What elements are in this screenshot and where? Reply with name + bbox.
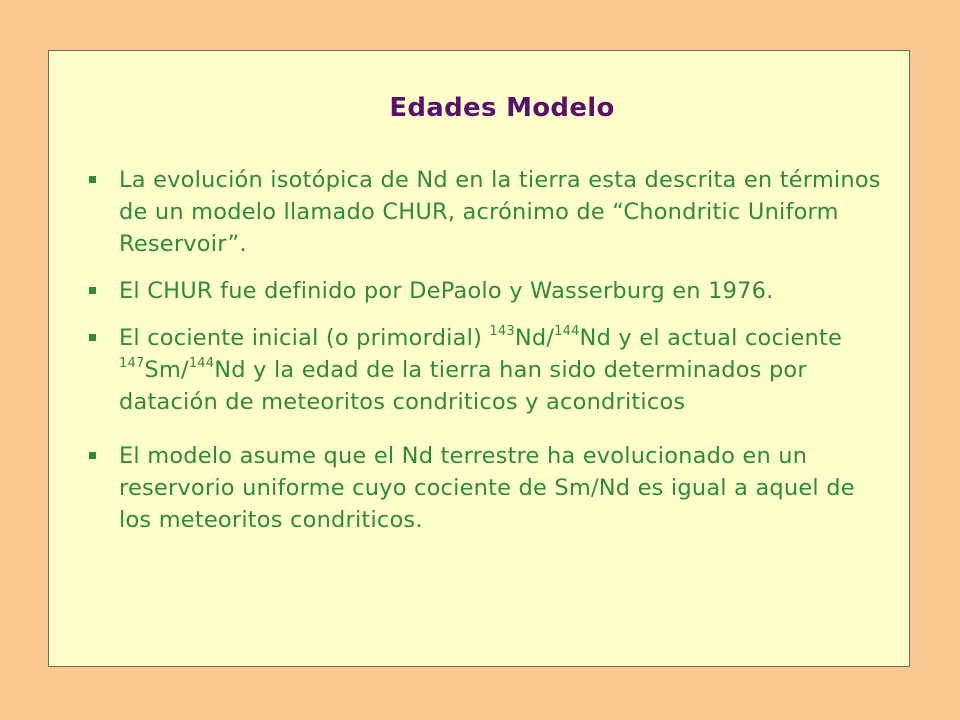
square-bullet-icon: [89, 287, 96, 294]
bullet-item-chur-definition: [85, 164, 885, 260]
square-bullet-icon: [89, 452, 96, 459]
bullet-text: El modelo asume que el Nd terrestre ha evolucionado en un reservorio uniforme cuyo cociente de Sm/Nd es igual a aquel de los meteoritos condriticos.: [119, 443, 855, 533]
bullet-text: La evolución isotópica de Nd en la tierra esta descrita en términos de un modelo llamado CHUR, acrónimo de “Chondritic Uniform Reservoir”.: [119, 167, 881, 257]
bullet-text: El CHUR fue definido por DePaolo y Wasserburg en 1976.: [119, 278, 774, 304]
square-bullet-icon: [89, 176, 96, 183]
bullet-item-model-assumption: [85, 440, 885, 536]
bullet-item-isotope-ratios: [85, 322, 885, 418]
slide-title: Edades Modelo: [389, 93, 615, 123]
bullet-text: El cociente inicial (o primordial) $^{143}$Nd/$^{144}$Nd y el actual cociente $^{147}$Sm/$^{144}$Nd y la edad de la tierra han sido determinados por datación de meteoritos condriticos y acondriticos: [119, 323, 843, 415]
bullet-item-chur-origin: [85, 275, 885, 307]
slide-panel: [48, 50, 910, 667]
bullet-list: [85, 164, 885, 551]
square-bullet-icon: [89, 334, 96, 341]
